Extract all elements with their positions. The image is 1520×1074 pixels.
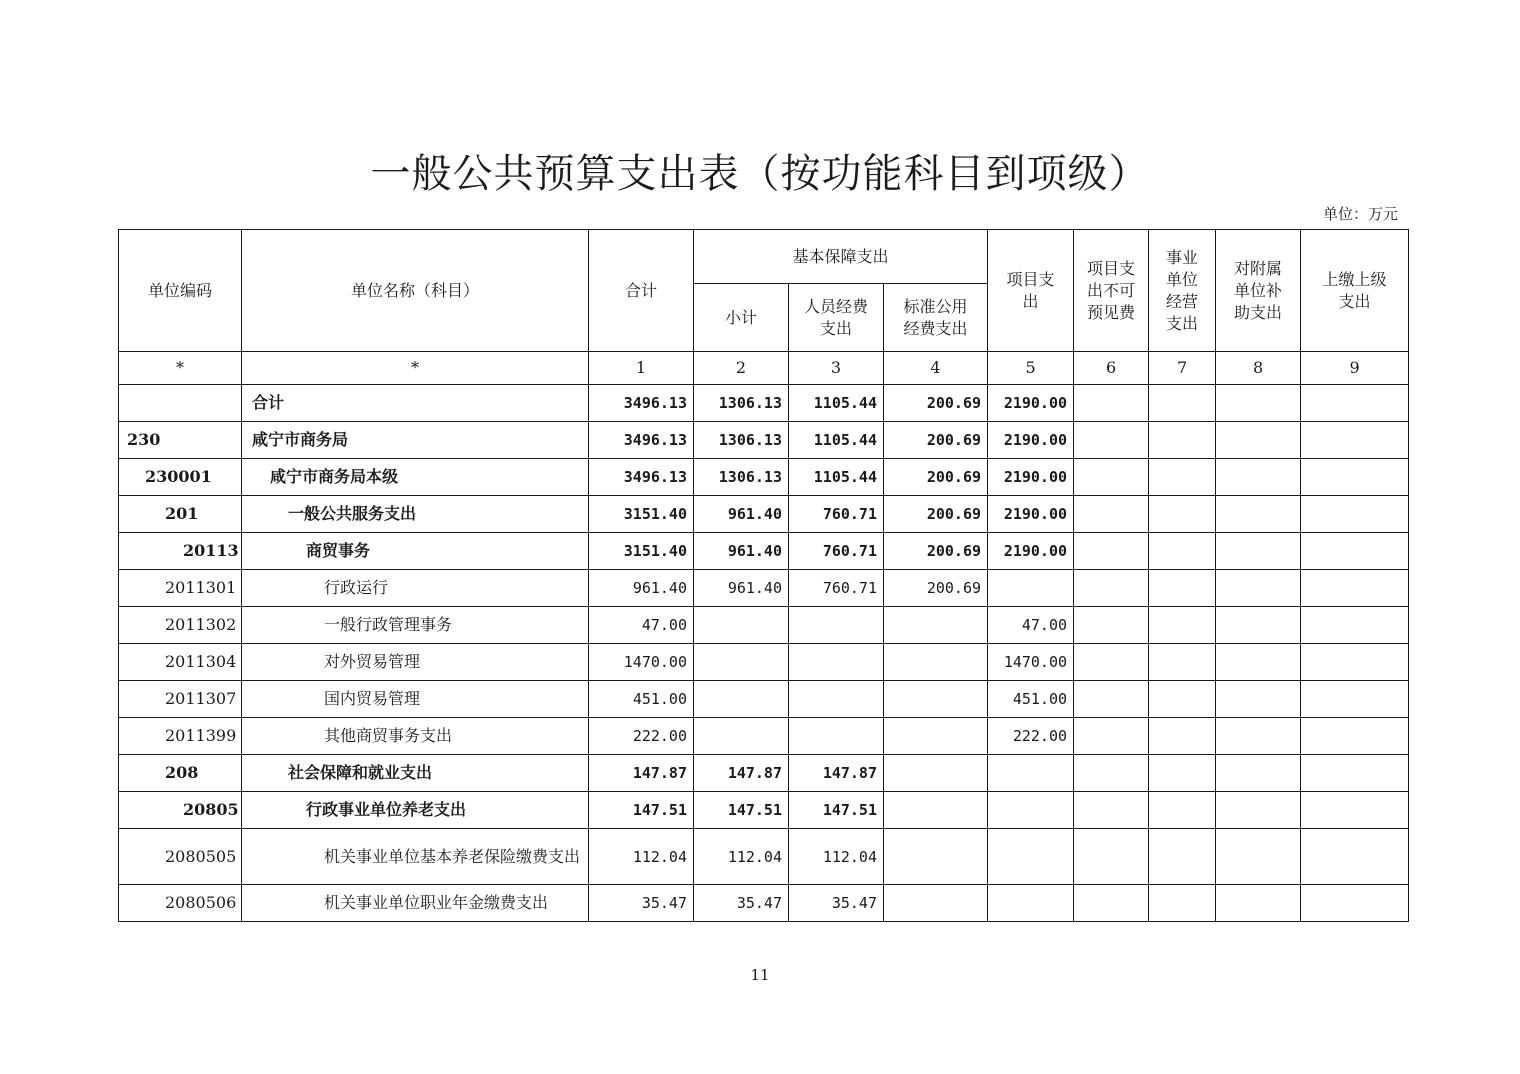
row-upper: [1301, 533, 1409, 570]
row-subsidy: [1216, 422, 1301, 459]
row-name: 机关事业单位职业年金缴费支出: [242, 885, 589, 922]
row-subtotal: [694, 644, 789, 681]
row-public-std: [884, 644, 988, 681]
row-name: 机关事业单位基本养老保险缴费支出: [242, 829, 589, 885]
row-business: [1149, 644, 1216, 681]
row-total: 1470.00: [589, 644, 694, 681]
header-upper: [1301, 230, 1409, 352]
row-business: [1149, 422, 1216, 459]
row-subtotal: 147.51: [694, 792, 789, 829]
row-unforeseen: [1074, 533, 1149, 570]
row-personnel: 147.87: [789, 755, 884, 792]
row-name: 咸宁市商务局本级: [242, 459, 589, 496]
row-personnel: 1105.44: [789, 385, 884, 422]
row-project: 2190.00: [988, 422, 1074, 459]
row-unforeseen: [1074, 681, 1149, 718]
row-subsidy: [1216, 533, 1301, 570]
row-public-std: 200.69: [884, 422, 988, 459]
row-business: [1149, 533, 1216, 570]
row-personnel: [789, 718, 884, 755]
row-public-std: [884, 681, 988, 718]
row-total: 35.47: [589, 885, 694, 922]
table-row: [119, 570, 1409, 607]
row-upper: [1301, 718, 1409, 755]
header-business: [1149, 230, 1216, 352]
row-project: 1470.00: [988, 644, 1074, 681]
row-subsidy: [1216, 644, 1301, 681]
row-upper: [1301, 459, 1409, 496]
table-row: [119, 422, 1409, 459]
row-name: 社会保障和就业支出: [242, 755, 589, 792]
header-subtotal: 小计: [694, 284, 789, 352]
row-name: 一般行政管理事务: [242, 607, 589, 644]
table-row: [119, 533, 1409, 570]
row-upper: [1301, 885, 1409, 922]
row-subtotal: [694, 681, 789, 718]
row-personnel: 760.71: [789, 496, 884, 533]
row-code: 2011399: [119, 718, 242, 755]
header-unforeseen-text: 项目支出不可预见费: [1087, 258, 1136, 322]
row-business: [1149, 829, 1216, 885]
row-subsidy: [1216, 792, 1301, 829]
table-row: [119, 885, 1409, 922]
row-code: 2080506: [119, 885, 242, 922]
row-project: [988, 755, 1074, 792]
row-public-std: 200.69: [884, 533, 988, 570]
row-subsidy: [1216, 496, 1301, 533]
table-row: [119, 681, 1409, 718]
header-unforeseen: [1074, 230, 1149, 352]
row-subtotal: 112.04: [694, 829, 789, 885]
row-project: 47.00: [988, 607, 1074, 644]
table-row: [119, 496, 1409, 533]
row-subsidy: [1216, 718, 1301, 755]
row-total: 3151.40: [589, 496, 694, 533]
row-unforeseen: [1074, 885, 1149, 922]
row-public-std: 200.69: [884, 459, 988, 496]
row-code: 2011304: [119, 644, 242, 681]
table-row: [119, 607, 1409, 644]
header-public-std: [884, 284, 988, 352]
row-business: [1149, 607, 1216, 644]
row-subtotal: 147.87: [694, 755, 789, 792]
header-personnel: [789, 284, 884, 352]
row-personnel: [789, 644, 884, 681]
row-code: 208: [119, 755, 242, 792]
row-total: 3151.40: [589, 533, 694, 570]
row-subtotal: [694, 718, 789, 755]
row-total: 147.87: [589, 755, 694, 792]
header-name: 单位名称（科目）: [242, 230, 589, 352]
row-public-std: [884, 755, 988, 792]
row-subtotal: 1306.13: [694, 422, 789, 459]
row-personnel: 35.47: [789, 885, 884, 922]
budget-table: [118, 229, 1409, 922]
row-personnel: 1105.44: [789, 459, 884, 496]
table-row: [119, 792, 1409, 829]
row-public-std: 200.69: [884, 385, 988, 422]
unit-note: 单位：万元: [1322, 205, 1398, 223]
row-business: [1149, 718, 1216, 755]
row-upper: [1301, 681, 1409, 718]
row-total: 47.00: [589, 607, 694, 644]
row-code: 230: [119, 422, 242, 459]
row-code: 20113: [119, 533, 242, 570]
index-cell: 5: [988, 352, 1074, 385]
row-personnel: 147.51: [789, 792, 884, 829]
row-subsidy: [1216, 570, 1301, 607]
row-unforeseen: [1074, 755, 1149, 792]
row-public-std: [884, 718, 988, 755]
row-name: 商贸事务: [242, 533, 589, 570]
row-upper: [1301, 570, 1409, 607]
row-name: 其他商贸事务支出: [242, 718, 589, 755]
row-subtotal: 961.40: [694, 570, 789, 607]
row-business: [1149, 570, 1216, 607]
row-code: 230001: [119, 459, 242, 496]
row-project: 2190.00: [988, 385, 1074, 422]
row-unforeseen: [1074, 792, 1149, 829]
row-subtotal: [694, 607, 789, 644]
header-total: 合计: [589, 230, 694, 352]
table-row: [119, 644, 1409, 681]
table-row: [119, 459, 1409, 496]
row-total: 112.04: [589, 829, 694, 885]
row-project: 222.00: [988, 718, 1074, 755]
row-unforeseen: [1074, 459, 1149, 496]
index-cell: *: [119, 352, 242, 385]
row-upper: [1301, 829, 1409, 885]
row-personnel: [789, 607, 884, 644]
index-cell: 9: [1301, 352, 1409, 385]
row-upper: [1301, 422, 1409, 459]
row-public-std: [884, 885, 988, 922]
row-unforeseen: [1074, 829, 1149, 885]
header-public-std-text: 标准公用经费支出: [903, 296, 968, 338]
row-total: 147.51: [589, 792, 694, 829]
index-cell: 4: [884, 352, 988, 385]
row-total: 451.00: [589, 681, 694, 718]
row-subtotal: 35.47: [694, 885, 789, 922]
index-cell: 8: [1216, 352, 1301, 385]
row-total: 3496.13: [589, 422, 694, 459]
row-personnel: 760.71: [789, 570, 884, 607]
row-total: 3496.13: [589, 385, 694, 422]
row-business: [1149, 496, 1216, 533]
header-row-1: [119, 230, 1409, 284]
row-name: 行政运行: [242, 570, 589, 607]
page-number: 11: [750, 966, 770, 984]
row-unforeseen: [1074, 422, 1149, 459]
header-personnel-text: 人员经费支出: [803, 296, 868, 338]
row-public-std: 200.69: [884, 496, 988, 533]
row-public-std: [884, 829, 988, 885]
row-subsidy: [1216, 385, 1301, 422]
row-upper: [1301, 644, 1409, 681]
row-code: 2011307: [119, 681, 242, 718]
row-subsidy: [1216, 885, 1301, 922]
row-project: 451.00: [988, 681, 1074, 718]
row-upper: [1301, 755, 1409, 792]
header-upper-text: 上缴上级支出: [1322, 269, 1387, 311]
row-unforeseen: [1074, 570, 1149, 607]
row-code: 201: [119, 496, 242, 533]
header-code: 单位编码: [119, 230, 242, 352]
row-public-std: [884, 792, 988, 829]
row-personnel: 112.04: [789, 829, 884, 885]
row-name: 国内贸易管理: [242, 681, 589, 718]
index-cell: 2: [694, 352, 789, 385]
row-name: 一般公共服务支出: [242, 496, 589, 533]
row-total: 3496.13: [589, 459, 694, 496]
row-project: [988, 570, 1074, 607]
row-business: [1149, 885, 1216, 922]
row-name: 合计: [242, 385, 589, 422]
row-unforeseen: [1074, 607, 1149, 644]
row-code: 2080505: [119, 829, 242, 885]
page-title: 一般公共预算支出表（按功能科目到项级）: [370, 151, 1150, 197]
row-business: [1149, 755, 1216, 792]
index-cell: *: [242, 352, 589, 385]
row-upper: [1301, 496, 1409, 533]
header-basic-group: 基本保障支出: [694, 230, 988, 284]
header-project: [988, 230, 1074, 352]
row-code: 2011302: [119, 607, 242, 644]
row-name: 咸宁市商务局: [242, 422, 589, 459]
table-row: [119, 829, 1409, 885]
row-business: [1149, 459, 1216, 496]
row-code: 20805: [119, 792, 242, 829]
row-unforeseen: [1074, 496, 1149, 533]
row-public-std: 200.69: [884, 570, 988, 607]
row-project: [988, 829, 1074, 885]
row-upper: [1301, 385, 1409, 422]
row-code: 2011301: [119, 570, 242, 607]
row-subsidy: [1216, 607, 1301, 644]
row-business: [1149, 385, 1216, 422]
row-total: 961.40: [589, 570, 694, 607]
row-project: 2190.00: [988, 459, 1074, 496]
row-code: [119, 385, 242, 422]
index-cell: 1: [589, 352, 694, 385]
header-project-text: 项目支出: [1006, 269, 1055, 311]
row-subtotal: 961.40: [694, 533, 789, 570]
row-subtotal: 961.40: [694, 496, 789, 533]
row-business: [1149, 681, 1216, 718]
header-subsidy: [1216, 230, 1301, 352]
row-subsidy: [1216, 829, 1301, 885]
row-personnel: 1105.44: [789, 422, 884, 459]
index-cell: 6: [1074, 352, 1149, 385]
header-subsidy-text: 对附属单位补助支出: [1234, 258, 1283, 322]
index-cell: 3: [789, 352, 884, 385]
row-personnel: 760.71: [789, 533, 884, 570]
index-row: [119, 352, 1409, 385]
table-row: [119, 755, 1409, 792]
row-project: [988, 792, 1074, 829]
row-project: 2190.00: [988, 496, 1074, 533]
row-subsidy: [1216, 755, 1301, 792]
table-row: [119, 385, 1409, 422]
row-business: [1149, 792, 1216, 829]
row-public-std: [884, 607, 988, 644]
row-unforeseen: [1074, 644, 1149, 681]
row-name: 对外贸易管理: [242, 644, 589, 681]
index-cell: 7: [1149, 352, 1216, 385]
row-project: [988, 885, 1074, 922]
row-subtotal: 1306.13: [694, 459, 789, 496]
row-project: 2190.00: [988, 533, 1074, 570]
row-subsidy: [1216, 681, 1301, 718]
row-upper: [1301, 792, 1409, 829]
row-subtotal: 1306.13: [694, 385, 789, 422]
row-unforeseen: [1074, 718, 1149, 755]
row-personnel: [789, 681, 884, 718]
row-subsidy: [1216, 459, 1301, 496]
table-row: [119, 718, 1409, 755]
row-name: 行政事业单位养老支出: [242, 792, 589, 829]
row-unforeseen: [1074, 385, 1149, 422]
header-business-text: 事业单位经营支出: [1166, 247, 1199, 333]
row-total: 222.00: [589, 718, 694, 755]
row-upper: [1301, 607, 1409, 644]
